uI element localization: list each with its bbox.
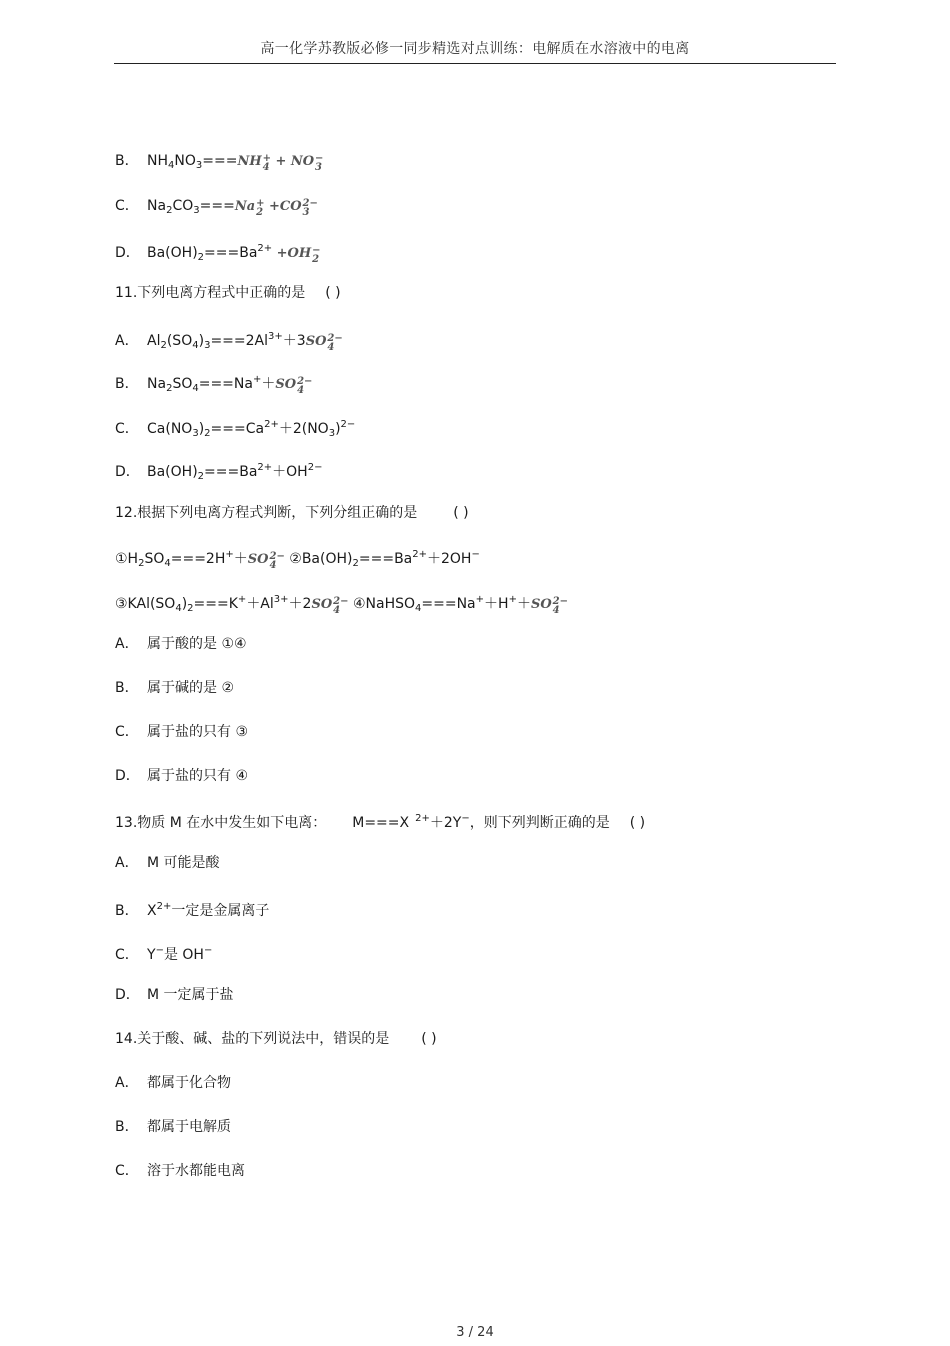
nitrate-script: − 3 bbox=[315, 153, 324, 173]
sulfate-script: 2− 4 bbox=[269, 551, 285, 571]
q12-option-d: D． 属于盐的只有 ④ bbox=[115, 768, 249, 784]
sulfate-script: 2− 4 bbox=[333, 596, 349, 616]
hydroxide-script: − 2 bbox=[312, 245, 321, 265]
q10-option-c: C． $Na_2CO_3===Na$ + 2 +CO 2− 3 bbox=[115, 198, 318, 218]
sulfate-script: 2− 4 bbox=[297, 376, 313, 396]
q11-option-a: A． $Al_2(SO_4)_3===2Al^{3+}+3SO$ 2− 4 bbox=[115, 331, 343, 353]
q11-option-b: B． $Na_2SO_4===Na^++SO$ 2− 4 bbox=[115, 374, 313, 396]
carbonate-script: 2− 3 bbox=[302, 198, 318, 218]
sulfate-script: 2− 4 bbox=[327, 333, 343, 353]
page-header: 高一化学苏教版必修一同步精选对点训练：电解质在水溶液中的电离 bbox=[260, 41, 690, 57]
q13-option-a: A． M 可能是酸 bbox=[115, 855, 220, 871]
header-rule bbox=[114, 63, 836, 64]
sodium-script: + 2 bbox=[256, 198, 265, 218]
q13-option-c: C． Y−是 OH− bbox=[115, 945, 213, 963]
q14-option-c: C． 溶于水都能电离 bbox=[115, 1163, 245, 1179]
q13-option-d: D． M 一定属于盐 bbox=[115, 987, 234, 1003]
q13-option-b: B． $X^{2+}$一定是金属离子 bbox=[115, 901, 270, 919]
q10-option-b: B． $NH_4NO_3===NH$ + 4 + NO − 3 bbox=[115, 153, 324, 173]
page-number: 3 / 24 bbox=[456, 1325, 494, 1340]
q13-stem: 13.物质 M 在水中发生如下电离： M===X $^{2+}$＋2Y−，则下列判断正确的是 ( ) bbox=[115, 813, 646, 831]
ammonium-script: + 4 bbox=[262, 153, 272, 173]
q12-stem: 12.根据下列电离方程式判断，下列分组正确的是 ( ) bbox=[115, 505, 469, 521]
q12-option-c: C． 属于盐的只有 ③ bbox=[115, 724, 249, 740]
q12-option-a: A． 属于酸的是 ①④ bbox=[115, 636, 247, 652]
q14-option-a: A． 都属于化合物 bbox=[115, 1075, 231, 1091]
q11-option-d: D． $Ba(OH)_2===Ba^{2+}+OH^{2-}$ bbox=[115, 462, 323, 482]
q11-stem: 11.下列电离方程式中正确的是 ( ) bbox=[115, 285, 341, 301]
q12-equations-3-4: $③KAl(SO_4)_2===K^++Al^{3+}+2SO$ 2− 4 ④NaHSO$_4$===Na+＋H+＋SO 2− 4 bbox=[115, 594, 569, 616]
q10-option-d: D． $Ba(OH)_2===Ba^{2+} +OH$ − 2 bbox=[115, 243, 321, 265]
q11-option-c: C． $Ca(NO_3)_2===Ca^{2+}+2(NO_3)^{2-}$ bbox=[115, 419, 356, 439]
q14-stem: 14.关于酸、碱、盐的下列说法中，错误的是 ( ) bbox=[115, 1031, 437, 1047]
q12-equations-1-2: $①H_2SO_4===2H^++SO$ 2− 4 $②Ba(OH)_2===Ba^{2+}+2OH^-$ bbox=[115, 549, 480, 571]
q12-option-b: B． 属于碱的是 ② bbox=[115, 680, 235, 696]
sulfate-script: 2− 4 bbox=[552, 596, 569, 616]
q14-option-b: B． 都属于电解质 bbox=[115, 1119, 231, 1135]
